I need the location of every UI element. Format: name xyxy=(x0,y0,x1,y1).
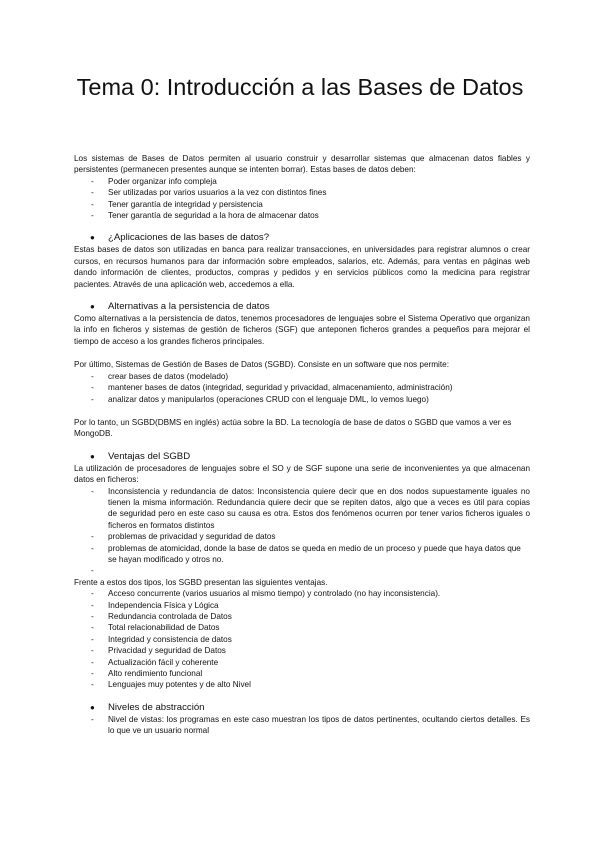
section-heading-text: ¿Aplicaciones de las bases de datos? xyxy=(108,232,270,244)
applications-paragraph: Estas bases de datos son utilizadas en banca para realizar transacciones, en universidades para registrar alumnos o crear cursos, en recursos humanos para dar información sobre empleados, salarios, etc. Además, para ventas en páginas web dando información de clientes, productos, compras y pedidos y en servicios públicos como la medicina para registrar pacientes. Através de una aplicación web, accedemos a ella. xyxy=(74,245,530,289)
list-item: - Total relacionabilidad de Datos xyxy=(74,622,530,633)
sgbd-list xyxy=(74,371,530,405)
list-item: - Inconsistencia y redundancia de datos: Inconsistencia quiere decir que en dos nodos supuestamente iguales no tienen la misma información. Redundancia quiere decir que se repiten datos, algo que a veces es útil para copias de seguridad pero en este caso su causa es otra. Estos dos fenómenos ocurren por tener varios ficheros iguales o ficheros en formatos distintos xyxy=(74,486,530,532)
list-item: - Poder organizar info compleja xyxy=(74,176,530,187)
section-heading-alternatives xyxy=(74,301,530,313)
section-heading-advantages xyxy=(74,451,530,463)
section-heading-text: Alternativas a la persistencia de datos xyxy=(108,301,270,313)
document-body xyxy=(74,153,530,737)
intro-paragraph: Los sistemas de Bases de Datos permiten al usuario construir y desarrollar sistemas que almacenan datos fiables y persistentes (permanecen presentes aunque se intenten borrar). Estas bases de datos deben: xyxy=(74,154,530,175)
bullet-icon: ● xyxy=(90,302,95,312)
list-item: - crear bases de datos (modelado) xyxy=(74,371,530,382)
list-item: - Ser utilizadas por varios usuarios a la vez con distintos fines xyxy=(74,187,530,198)
bullet-icon: ● xyxy=(90,233,95,243)
list-item: - Tener garantía de seguridad a la hora de almacenar datos xyxy=(74,210,530,221)
list-item: - Redundancia controlada de Datos xyxy=(74,611,530,622)
page-title: Tema 0: Introducción a las Bases de Datos xyxy=(76,74,524,100)
list-item: - problemas de atomicidad, donde la base de datos se queda en medio de un proceso y puede que haya datos que se hayan modificado y otros no. xyxy=(74,543,530,566)
section-heading-text: Ventajas del SGBD xyxy=(108,450,191,462)
abstraction-list xyxy=(74,714,530,737)
list-item: - Privacidad y seguridad de Datos xyxy=(74,645,530,656)
section-heading-abstraction xyxy=(74,702,530,714)
bullet-icon: ● xyxy=(90,451,95,461)
list-item: - Tener garantía de integridad y persistencia xyxy=(74,199,530,210)
sgbd-closing-paragraph: Por lo tanto, un SGBD(DBMS en inglés) actúa sobre la BD. La tecnología de base de datos o SGBD que vamos a ver es MongoDB. xyxy=(74,417,512,439)
alternatives-paragraph: Como alternativas a la persistencia de datos, tenemos procesadores de lenguajes sobre el Sistema Operativo que organizan la info en ficheros y sistemas de gestión de ficheros (SGF) que anteponen ficheros grandes a pequeños para mejorar el tiempo de acceso a los grandes ficheros principales. xyxy=(74,314,530,346)
advantages-list-intro: Frente a estos dos tipos, los SGBD presentan las siguientes ventajas. xyxy=(74,577,328,587)
section-heading-text: Niveles de abstracción xyxy=(108,701,205,713)
sgbd-paragraph: Por último, Sistemas de Gestión de Bases de Datos (SGBD). Consiste en un software que nos permite: xyxy=(74,360,449,370)
issues-list xyxy=(74,486,530,577)
list-item: - Lenguajes muy potentes y de alto Nivel xyxy=(74,679,530,690)
list-item: - problemas de privacidad y seguridad de datos xyxy=(74,531,530,542)
list-item: - Independencia Física y Lógica xyxy=(74,600,530,611)
list-item: - Actualización fácil y coherente xyxy=(74,657,530,668)
intro-list xyxy=(74,176,530,222)
list-item: - Acceso concurrente (varios usuarios al mismo tiempo) y controlado (no hay inconsistencia). xyxy=(74,588,530,599)
list-item: - mantener bases de datos (integridad, seguridad y privacidad, almacenamiento, administración) xyxy=(74,382,530,393)
bullet-icon: ● xyxy=(90,702,95,712)
list-item: - Alto rendimiento funcional xyxy=(74,668,530,679)
list-item: - Integridad y consistencia de datos xyxy=(74,634,530,645)
list-item: - Nivel de vistas: los programas en este caso muestran los tipos de datos pertinentes, ocultando ciertos detalles. Es lo que ve un usuario normal xyxy=(74,714,530,737)
list-item: - analizar datos y manipularlos (operaciones CRUD con el lenguaje DML, lo vemos luego) xyxy=(74,394,530,405)
section-heading-applications xyxy=(74,232,530,244)
advantages-paragraph: La utilización de procesadores de lenguajes sobre el SO y de SGF supone una serie de inconvenientes ya que almacenan datos en ficheros: xyxy=(74,463,530,485)
list-item xyxy=(74,565,530,576)
advantages-list xyxy=(74,588,530,691)
